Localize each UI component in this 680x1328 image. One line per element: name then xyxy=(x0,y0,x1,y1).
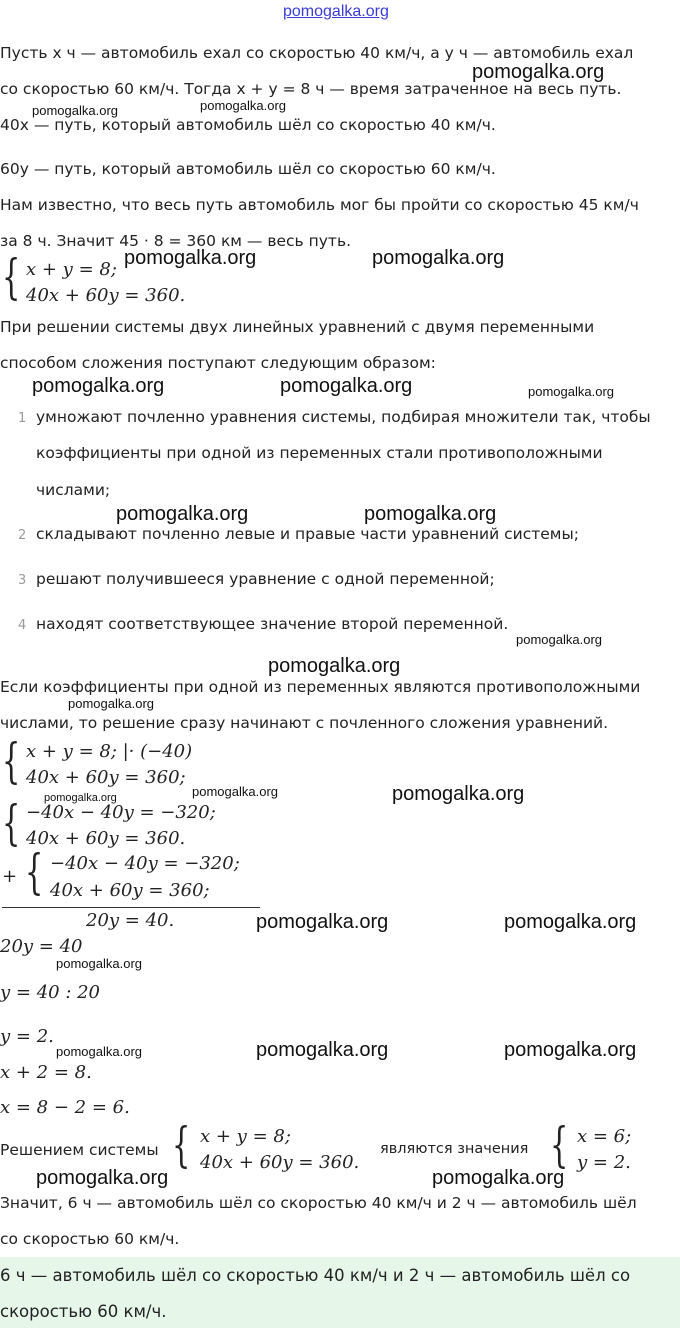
watermark: pomogalka.org xyxy=(372,247,505,269)
watermark: pomogalka.org xyxy=(36,1167,169,1189)
watermark: pomogalka.org xyxy=(56,1044,142,1059)
paragraph-text: числами, то решение сразу начинают с почленного сложения уравнений. xyxy=(0,714,609,732)
system-equation: 40x + 60y = 360; xyxy=(26,767,186,788)
watermark: pomogalka.org xyxy=(392,783,525,805)
paragraph-text: При решении системы двух линейных уравнений с двумя переменными xyxy=(0,318,595,336)
sum-result: 20y = 40. xyxy=(86,910,175,931)
system-equation: x + y = 8; xyxy=(26,259,117,280)
step-number: 3 xyxy=(18,573,27,588)
system-equation: x = 6; xyxy=(577,1126,632,1147)
watermark: pomogalka.org xyxy=(504,911,637,933)
paragraph-text: 60y — путь, который автомобиль шёл со скоростью 60 км/ч. xyxy=(0,160,496,178)
watermark: pomogalka.org xyxy=(256,911,389,933)
paragraph-text: 40x — путь, который автомобиль шёл со скоростью 40 км/ч. xyxy=(0,116,496,134)
system-equation: −40x − 40y = −320; xyxy=(26,802,216,823)
watermark: pomogalka.org xyxy=(280,375,413,397)
system-equation: y = 2. xyxy=(577,1152,631,1173)
paragraph-text: Нам известно, что весь путь автомобиль мог бы пройти со скоростью 45 км/ч xyxy=(0,196,639,214)
system-equation: 40x + 60y = 360. xyxy=(26,285,186,306)
paragraph-text: являются значения xyxy=(380,1141,529,1157)
system-equation: 40x + 60y = 360. xyxy=(26,828,186,849)
watermark: pomogalka.org xyxy=(268,655,401,677)
watermark: pomogalka.org xyxy=(504,1039,637,1061)
step-text: умножают почленно уравнения системы, подбирая множители так, чтобы xyxy=(36,408,651,426)
watermark: pomogalka.org xyxy=(44,792,117,804)
sum-line xyxy=(2,907,260,908)
paragraph-text: способом сложения поступают следующим образом: xyxy=(0,354,436,372)
system-brace: { xyxy=(550,1117,569,1173)
step-text: находят соответствующее значение второй переменной. xyxy=(36,615,509,633)
system-brace: { xyxy=(172,1117,191,1173)
system-brace: { xyxy=(2,249,21,305)
step-text: числами; xyxy=(36,481,111,499)
step-text: коэффициенты при одной из переменных стали противоположными xyxy=(36,444,603,462)
answer-text: скоростью 60 км/ч. xyxy=(0,1302,167,1321)
step-number: 2 xyxy=(18,528,27,543)
system-brace: { xyxy=(25,844,44,900)
watermark: pomogalka.org xyxy=(192,784,278,799)
watermark: pomogalka.org xyxy=(528,384,614,399)
solution-line: y = 40 : 20 xyxy=(0,982,101,1003)
paragraph-text: со скоростью 60 км/ч. xyxy=(0,1230,180,1248)
paragraph-text: со скоростью 60 км/ч. Тогда x + y = 8 ч — время затраченное на весь путь. xyxy=(0,80,622,98)
paragraph-text: за 8 ч. Значит 45 · 8 = 360 км — весь путь. xyxy=(0,232,352,250)
watermark: pomogalka.org xyxy=(124,247,257,269)
watermark: pomogalka.org xyxy=(56,956,142,971)
system-equation: 40x + 60y = 360. xyxy=(200,1152,360,1173)
system-equation: x + y = 8; xyxy=(200,1126,291,1147)
system-brace: { xyxy=(2,795,21,851)
watermark: pomogalka.org xyxy=(200,98,286,113)
answer-text: 6 ч — автомобиль шёл со скоростью 40 км/ч и 2 ч — автомобиль шёл со xyxy=(0,1266,631,1285)
solution-line: y = 2. xyxy=(0,1026,54,1047)
solution-line: x = 8 − 2 = 6. xyxy=(0,1097,130,1118)
watermark: pomogalka.org xyxy=(116,503,249,525)
watermark: pomogalka.org xyxy=(32,375,165,397)
watermark: pomogalka.org xyxy=(32,103,118,118)
watermark: pomogalka.org xyxy=(68,696,154,711)
system-brace: { xyxy=(2,733,21,789)
watermark-top-link[interactable]: pomogalka.org xyxy=(283,3,389,20)
solution-line: x + 2 = 8. xyxy=(0,1062,92,1083)
paragraph-text: Пусть x ч — автомобиль ехал со скоростью 40 км/ч, а y ч — автомобиль ехал xyxy=(0,44,634,62)
step-number: 1 xyxy=(18,411,27,426)
solution-line: 20y = 40 xyxy=(0,936,83,957)
watermark: pomogalka.org xyxy=(364,503,497,525)
paragraph-text: Решением системы xyxy=(0,1141,159,1159)
system-equation: x + y = 8; |· (−40) xyxy=(26,741,193,762)
plus-sign: + xyxy=(2,866,18,887)
paragraph-text: Значит, 6 ч — автомобиль шёл со скоростью 40 км/ч и 2 ч — автомобиль шёл xyxy=(0,1194,637,1212)
system-equation: 40x + 60y = 360; xyxy=(50,880,210,901)
step-text: складывают почленно левые и правые части уравнений системы; xyxy=(36,525,579,543)
watermark: pomogalka.org xyxy=(432,1167,565,1189)
step-text: решают получившееся уравнение с одной переменной; xyxy=(36,570,495,588)
watermark: pomogalka.org xyxy=(256,1039,389,1061)
paragraph-text: Если коэффициенты при одной из переменных являются противоположными xyxy=(0,678,641,696)
system-equation: −40x − 40y = −320; xyxy=(50,853,240,874)
step-number: 4 xyxy=(18,618,27,633)
watermark: pomogalka.org xyxy=(516,632,602,647)
watermark: pomogalka.org xyxy=(472,61,605,83)
